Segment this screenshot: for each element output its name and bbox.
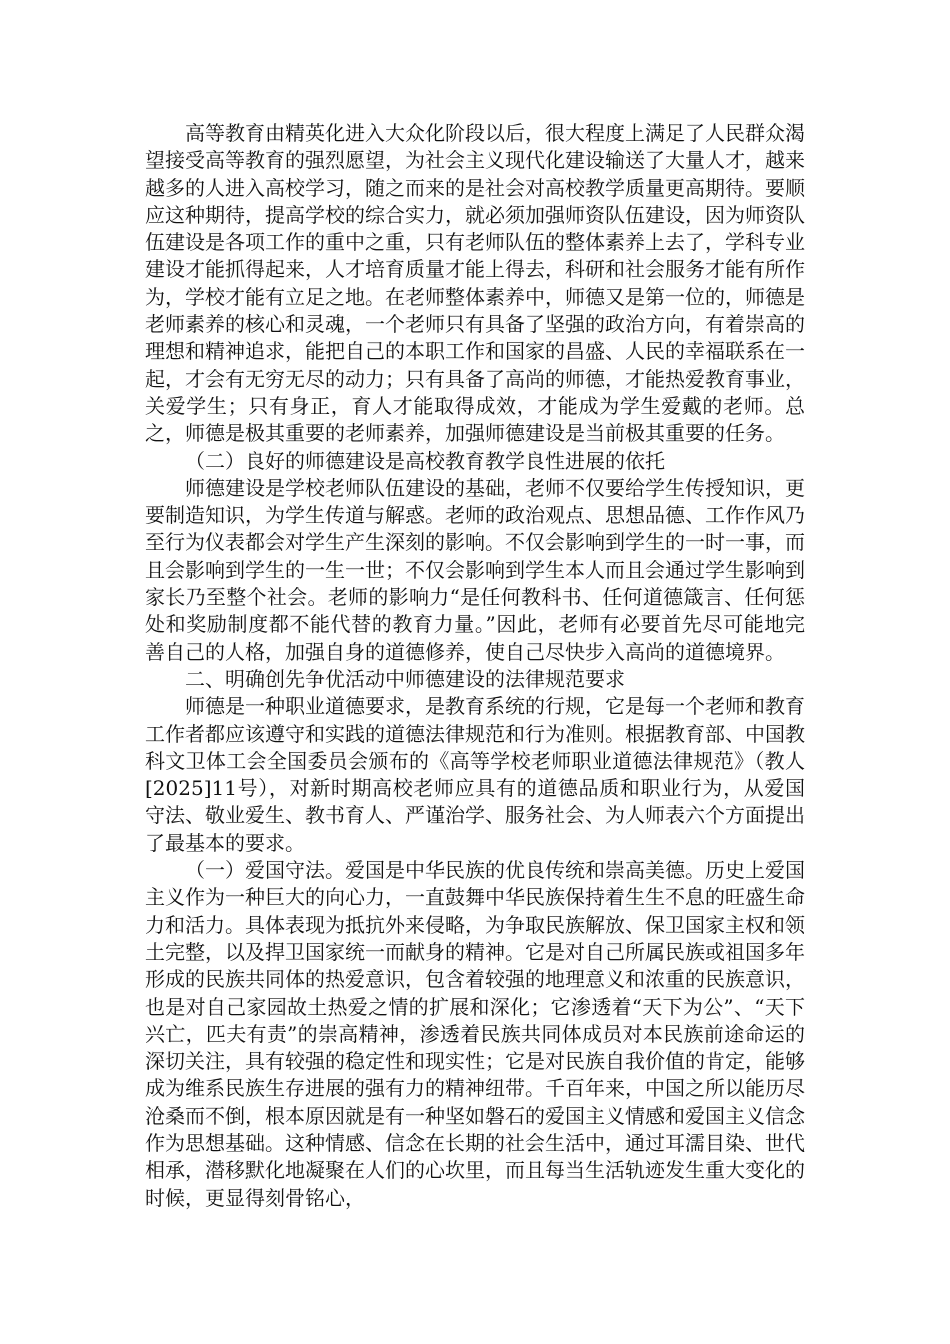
paragraph-teacher-ethics-foundation: 师德建设是学校老师队伍建设的基础，老师不仅要给学生传授知识，更要制造知识，为学生传道与解惑。老师的政治观点、思想品德、工作作风乃至行为仪表都会对学生产生深刻的影响。不仅会影响到学生的一时一事，而且会影响到学生的一生一世；不仅会影响到学生本人而且会通过学生影响到家长乃至整个社会。老师的影响力“是任何教科书、任何道德箴言、任何惩处和奖励制度都不能代替的教育力量。”因此，老师有必要首先尽可能地完善自己的人格，加强自身的道德修养，使自己尽快步入高尚的道德境界。: [145, 475, 805, 664]
section-heading-legal-norms: 二、明确创先争优活动中师德建设的法律规范要求: [185, 666, 625, 691]
section-heading-2: （二）良好的师德建设是高校教育教学良性进展的依托: [185, 448, 665, 473]
paragraph-patriotism: （一）爱国守法。爱国是中华民族的优良传统和崇高美德。历史上爱国主义作为一种巨大的向心力，一直鼓舞中华民族保持着生生不息的旺盛生命力和活力。具体表现为抵抗外来侵略，为争取民族解放、保卫国家主权和领土完整，以及捍卫国家统一而献身的精神。它是对自己所属民族或祖国多年形成的民族共同体的热爱意识，包含着较强的地理意义和浓重的民族意识，也是对自己家园故土热爱之情的扩展和深化；它渗透着“天下为公”、“天下兴亡，匹夫有责”的崇高精神，渗透着民族共同体成员对本民族前途命运的深切关注，具有较强的稳定性和现实性；它是对民族自我价值的肯定，能够成为维系民族生存进展的强有力的精神纽带。千百年来，中国之所以能历尽沧桑而不倒，根本原因就是有一种坚如磐石的爱国主义情感和爱国主义信念作为思想基础。这种情感、信念在长期的社会生活中，通过耳濡目染、世代相承，潜移默化地凝聚在人们的心坎里，而且每当生活轨迹发生重大变化的时候，更显得刻骨铭心，: [145, 858, 805, 1210]
paragraph-intro: 高等教育由精英化进入大众化阶段以后，很大程度上满足了人民群众渴望接受高等教育的强烈愿望，为社会主义现代化建设输送了大量人才，越来越多的人进入高校学习，随之而来的是社会对高校教学质量更高期待。要顺应这种期待，提高学校的综合实力，就必须加强师资队伍建设，因为师资队伍建设是各项工作的重中之重，只有老师队伍的整体素养上去了，学科专业建设才能抓得起来，人才培育质量才能上得去，科研和社会服务才能有所作为，学校才能有立足之地。在老师整体素养中，师德又是第一位的，师德是老师素养的核心和灵魂，一个老师只有具备了坚强的政治方向，有着崇高的理想和精神追求，能把自己的本职工作和国家的昌盛、人民的幸福联系在一起，才会有无穷无尽的动力；只有具备了高尚的师德，才能热爱教育事业，关爱学生；只有身正，育人才能取得成效，才能成为学生爱戴的老师。总之，师德是极其重要的老师素养，加强师德建设是当前极其重要的任务。: [145, 121, 805, 446]
paragraph-professional-ethics: 师德是一种职业道德要求，是教育系统的行规，它是每一个老师和教育工作者都应该遵守和实践的道德法律规范和行为准则。根据教育部、中国教科文卫体工会全国委员会颁布的《高等学校老师职业道德法律规范》（教人[2025]11号），对新时期高校老师应具有的道德品质和职业行为，从爱国守法、敬业爱生、教书育人、严谨治学、服务社会、为人师表六个方面提出了最基本的要求。: [145, 694, 805, 855]
document-body: [145, 120, 805, 1212]
